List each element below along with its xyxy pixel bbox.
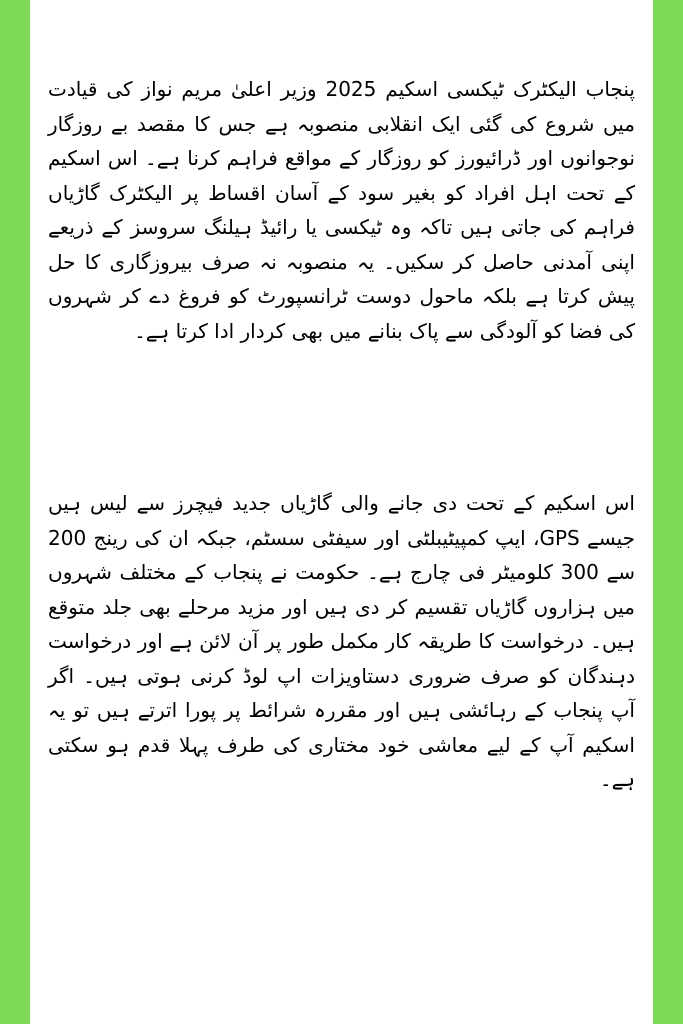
article-paragraph-1: پنجاب الیکٹرک ٹیکسی اسکیم 2025 وزیر اعلیٰ مریم نواز کی قیادت میں شروع کی گئی ایک انقلابی منصوبہ ہے جس کا مقصد بے روزگار نوجوانوں اور ڈرائیورز کو روزگار کے مواقع فراہم کرنا ہے۔ اس اسکیم کے تحت اہل افراد کو بغیر سود کے آسان اقساط پر الیکٹرک گاڑیاں فراہم کی جاتی ہیں تاکہ وہ ٹیکسی یا رائیڈ ہیلنگ سروسز کے ذریعے اپنی آمدنی حاصل کر سکیں۔ یہ منصوبہ نہ صرف بیروزگاری کا حل پیش کرتا ہے بلکہ ماحول دوست ٹرانسپورٹ کو فروغ دے کر شہروں کی فضا کو آلودگی سے پاک بنانے میں بھی کردار ادا کرتا ہے۔: [48, 77, 635, 343]
article-body-part-1: [48, 72, 635, 348]
article-body-part-2: [48, 486, 635, 797]
left-green-border: [0, 0, 30, 1024]
article-paragraph-2: اس اسکیم کے تحت دی جانے والی گاڑیاں جدید فیچرز سے لیس ہیں جیسے GPS، ایپ کمپیٹیبلٹی اور سیفٹی سسٹم، جبکہ ان کی رینج 200 سے 300 کلومیٹر فی چارج ہے۔ حکومت نے پنجاب کے مختلف شہروں میں ہزاروں گاڑیاں تقسیم کر دی ہیں اور مزید مرحلے بھی جلد متوقع ہیں۔ درخواست کا طریقہ کار مکمل طور پر آن لائن ہے اور درخواست دہندگان کو صرف ضروری دستاویزات اپ لوڈ کرنی ہوتی ہیں۔ اگر آپ پنجاب کے رہائشی ہیں اور مقررہ شرائط پر پورا اترتے ہیں تو یہ اسکیم آپ کے لیے معاشی خود مختاری کی طرف پہلا قدم ہو سکتی ہے۔: [48, 491, 635, 791]
right-green-border: [653, 0, 683, 1024]
